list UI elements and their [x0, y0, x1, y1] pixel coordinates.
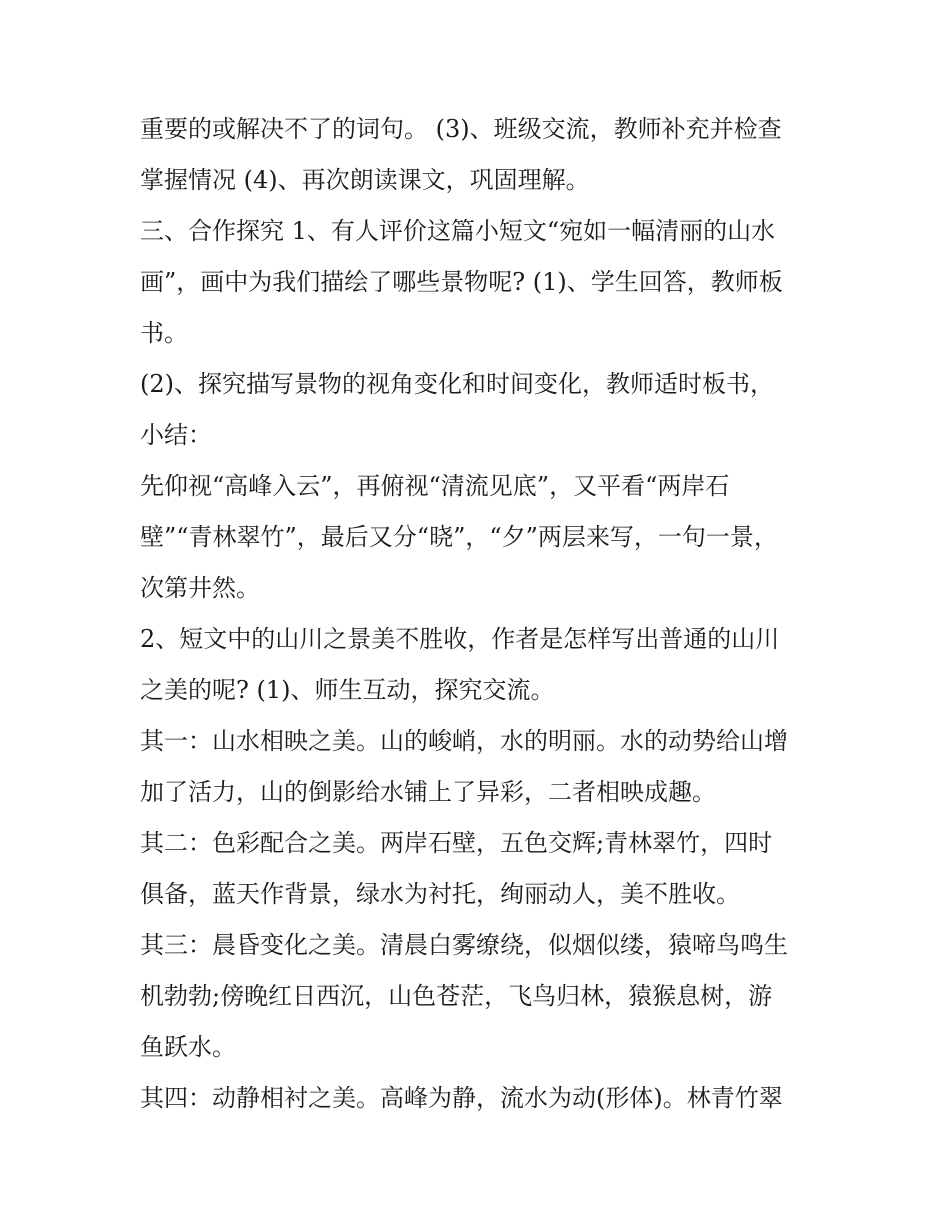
text-line: 其三：晨昏变化之美。清晨白雾缭绕，似烟似缕，猿啼鸟鸣生 [140, 931, 788, 959]
text-line: 掌握情况 (4)、再次朗读课文，巩固理解。 [140, 166, 590, 194]
text-line: 鱼跃水。 [140, 1033, 236, 1061]
text-line: 次第井然。 [140, 574, 260, 602]
text-line: 其一：山水相映之美。山的峻峭，水的明丽。水的动势给山增 [140, 727, 788, 755]
text-line: 加了活力，山的倒影给水铺上了异彩，二者相映成趣。 [140, 778, 716, 806]
text-line: 其四：动静相衬之美。高峰为静，流水为动(形体)。林青竹翠 [140, 1084, 783, 1112]
text-line: 2、短文中的山川之景美不胜收，作者是怎样写出普通的山川 [140, 625, 780, 653]
text-line: 小结： [140, 421, 212, 449]
document-body [140, 104, 830, 1124]
text-line: 重要的或解决不了的词句。 (3)、班级交流，教师补充并检查 [140, 115, 782, 143]
text-line: 之美的呢? (1)、师生互动，探究交流。 [140, 676, 555, 704]
text-line: 书。 [140, 319, 188, 347]
text-line: (2)、探究描写景物的视角变化和时间变化，教师适时板书， [140, 370, 774, 398]
text-line: 壁”“青林翠竹”，最后又分“晓”，“夕”两层来写，一句一景， [140, 523, 778, 551]
text-line: 俱备，蓝天作背景，绿水为衬托，绚丽动人，美不胜收。 [140, 880, 740, 908]
text-line: 其二：色彩配合之美。两岸石壁，五色交辉;青林翠竹，四时 [140, 829, 773, 857]
text-line: 三、合作探究 1、有人评价这篇小短文“宛如一幅清丽的山水 [140, 217, 776, 245]
text-line: 先仰视“高峰入云”，再俯视“清流见底”，又平看“两岸石 [140, 472, 730, 500]
text-line: 机勃勃;傍晚红日西沉，山色苍茫，飞鸟归林，猿猴息树，游 [140, 982, 773, 1010]
text-line: 画”，画中为我们描绘了哪些景物呢? (1)、学生回答，教师板 [140, 268, 783, 296]
